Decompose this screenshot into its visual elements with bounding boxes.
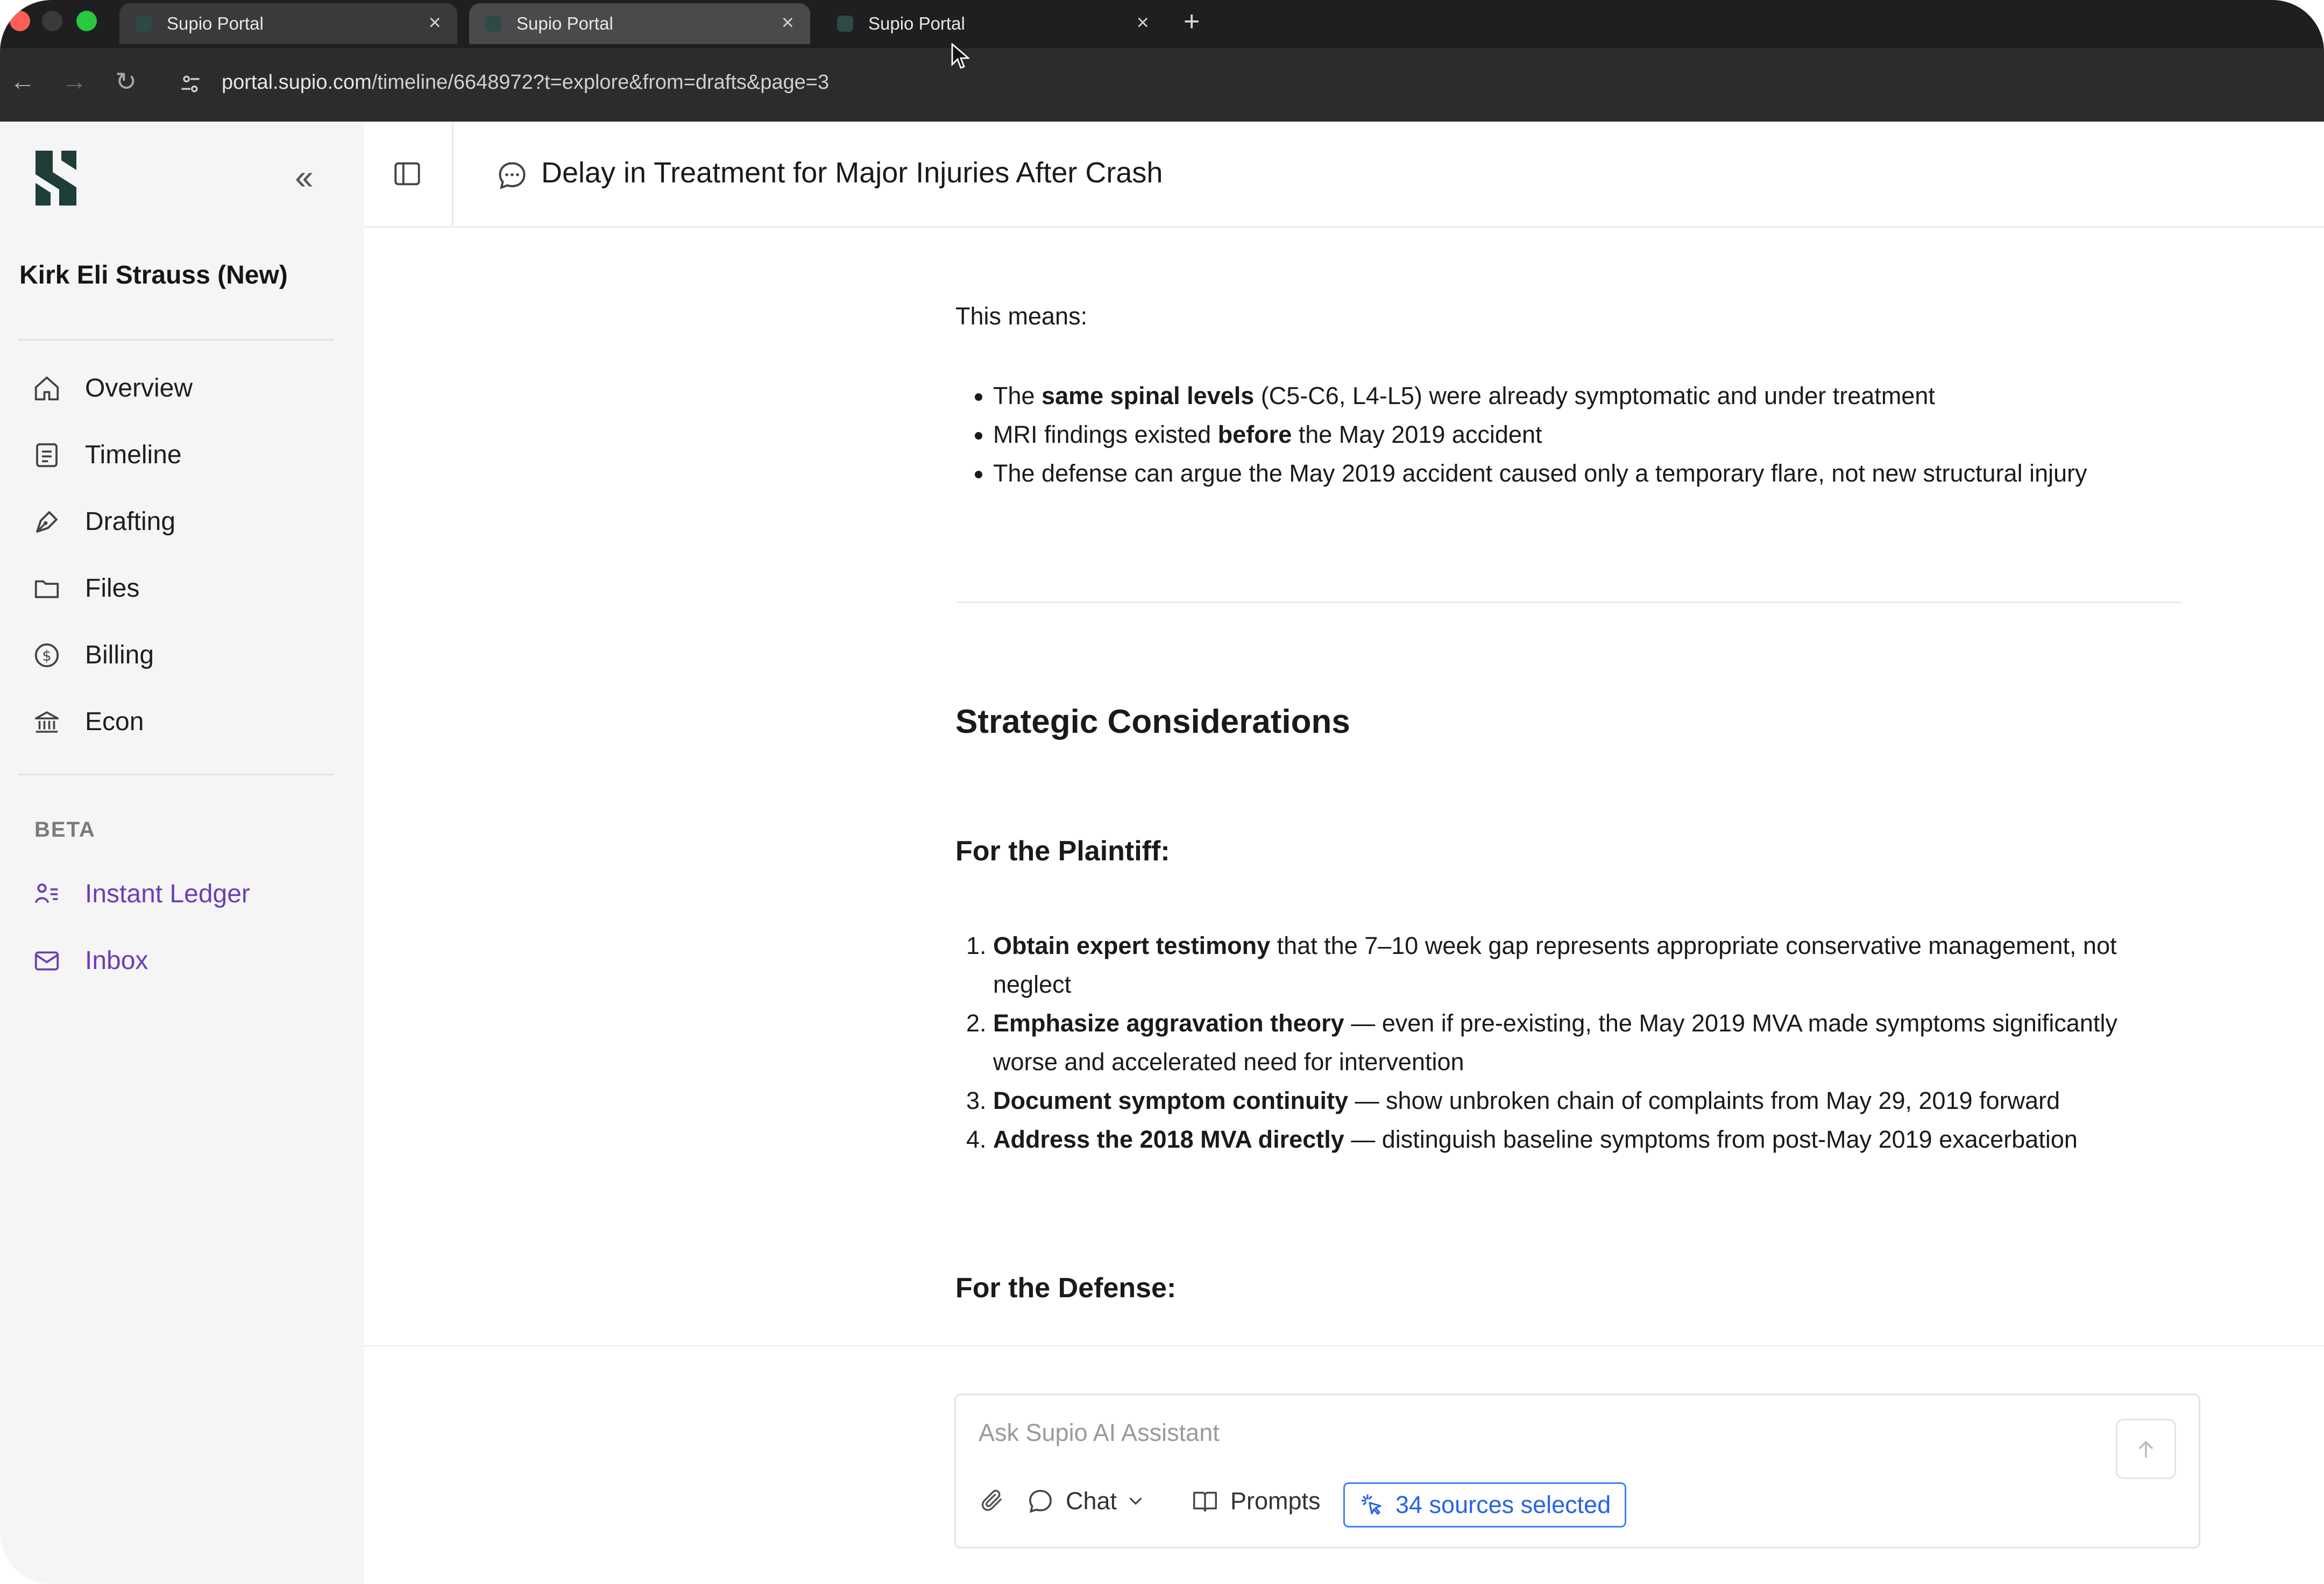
toggle-panel-icon[interactable] [392, 158, 423, 189]
text: — show unbroken chain of complaints from May 29, 2019 forward [1348, 1087, 2060, 1114]
sidebar-item-label: Timeline [85, 441, 182, 469]
bold-text: Address the 2018 MVA directly [993, 1126, 1344, 1153]
sidebar-item-drafting[interactable] [32, 507, 175, 536]
pen-nib-icon [32, 507, 61, 536]
text: The defense can argue the May 2019 accident caused only a temporary flare, not new structural injury [993, 459, 2087, 487]
text: (C5-C6, L4-L5) were already symptomatic and under treatment [1254, 382, 1935, 409]
attach-button[interactable] [979, 1487, 1017, 1515]
tab-label: Supio Portal [516, 13, 613, 33]
home-icon [32, 374, 61, 403]
text: — distinguish baseline symptoms from post-May 2019 exacerbation [1344, 1126, 2078, 1153]
sidebar-item-label: Instant Ledger [85, 880, 250, 908]
maximize-window-button[interactable] [76, 11, 97, 31]
sidebar-item-label: Drafting [85, 507, 176, 536]
paperclip-icon [979, 1487, 1007, 1515]
page-title: Delay in Treatment for Major Injuries After Crash [541, 157, 1163, 189]
close-tab-icon[interactable]: × [781, 11, 794, 34]
sidebar-item-label: Overview [85, 374, 193, 402]
list-item [993, 415, 2193, 454]
prompts-label: Prompts [1230, 1487, 1321, 1515]
beta-section-label: BETA [34, 818, 96, 841]
browser-tab-3[interactable] [821, 3, 1165, 44]
close-tab-icon[interactable]: × [428, 11, 441, 34]
user-name: Kirk Eli Strauss (New) [19, 261, 288, 289]
prompts-button[interactable] [1191, 1487, 1321, 1516]
header-separator [452, 122, 454, 226]
arrow-up-icon [2134, 1437, 2158, 1461]
forward-icon[interactable]: → [61, 67, 87, 96]
url-host: portal.supio.com [222, 71, 372, 94]
chat-mode-dropdown[interactable] [1026, 1487, 1146, 1516]
list-item [993, 454, 2193, 493]
supio-logo-icon[interactable] [29, 148, 83, 208]
list-item [993, 1120, 2182, 1159]
defense-heading: For the Defense: [955, 1272, 1177, 1304]
sidebar-item-overview[interactable] [32, 373, 193, 403]
bold-text: Obtain expert testimony [993, 932, 1271, 959]
bold-text: same spinal levels [1041, 382, 1255, 409]
list-icon [32, 441, 61, 470]
url-field[interactable] [222, 71, 829, 94]
mouse-cursor-icon [951, 43, 969, 71]
bullet-list [955, 377, 2193, 493]
numbered-list [955, 927, 2182, 1159]
list-item [993, 927, 2182, 1004]
send-button[interactable] [2116, 1419, 2176, 1479]
section-divider [955, 602, 2182, 603]
new-tab-button[interactable]: + [1184, 6, 1200, 37]
plaintiff-heading: For the Plaintiff: [955, 836, 1170, 867]
close-window-button[interactable] [10, 11, 30, 31]
text: that the 7–10 week gap represents appropriate conservative management, not neglect [993, 932, 2117, 998]
url-path: /timeline/6648972?t=explore&from=drafts&page=3 [371, 71, 830, 94]
assistant-input[interactable]: Ask Supio AI Assistant [979, 1419, 1220, 1446]
text: the May 2019 accident [1292, 421, 1542, 448]
assistant-composer [954, 1394, 2200, 1548]
chat-icon [1026, 1487, 1055, 1516]
bank-icon [32, 708, 61, 737]
text: The [993, 382, 1042, 409]
sidebar-item-inbox[interactable] [32, 946, 148, 975]
sidebar-item-label: Econ [85, 708, 144, 736]
cursor-click-icon [1359, 1492, 1385, 1518]
collapse-sidebar-icon[interactable]: ‹‹ [295, 158, 309, 196]
browser-tab-bar [0, 0, 2324, 48]
bold-text: Emphasize aggravation theory [993, 1009, 1344, 1037]
sidebar-divider [18, 774, 334, 775]
minimize-window-button[interactable] [42, 11, 62, 31]
chat-bubble-icon [496, 159, 528, 192]
reload-icon[interactable]: ↻ [115, 68, 137, 96]
sidebar-item-label: Inbox [85, 946, 148, 975]
tab-label: Supio Portal [167, 13, 264, 33]
mail-icon [32, 946, 61, 975]
plaintiff-list [955, 927, 2182, 1159]
chat-mode-label: Chat [1066, 1487, 1117, 1515]
text: MRI findings existed [993, 421, 1218, 448]
book-icon [1191, 1487, 1220, 1516]
sidebar-item-timeline[interactable] [32, 440, 182, 470]
sidebar-item-billing[interactable] [32, 640, 154, 670]
browser-tab-1[interactable] [119, 3, 457, 44]
back-icon[interactable]: ← [10, 67, 36, 96]
favicon-icon [485, 16, 501, 32]
page-header [364, 122, 2324, 228]
sidebar-item-files[interactable] [32, 574, 139, 603]
dollar-circle-icon [32, 641, 61, 670]
list-item [993, 377, 2193, 415]
composer-separator [364, 1345, 2324, 1347]
site-settings-icon[interactable] [179, 72, 202, 96]
response-content [955, 297, 2193, 493]
folder-icon [32, 574, 61, 603]
sidebar [0, 122, 364, 1584]
text: — even if pre-existing, the May 2019 MVA made symptoms significantly worse and accelerated need for intervention [993, 1009, 2117, 1076]
sidebar-item-instant-ledger[interactable] [32, 879, 250, 909]
favicon-icon [136, 16, 152, 32]
list-item [993, 1004, 2182, 1081]
favicon-icon [837, 16, 853, 32]
sidebar-divider [18, 339, 334, 341]
sidebar-item-econ[interactable] [32, 707, 144, 737]
bold-text: before [1217, 421, 1292, 448]
ledger-sparkle-icon [32, 880, 61, 909]
close-tab-icon[interactable]: × [1136, 11, 1149, 34]
tab-label: Supio Portal [868, 13, 965, 33]
bold-text: Document symptom continuity [993, 1087, 1349, 1114]
list-item [993, 1081, 2182, 1120]
chevron-down-icon [1125, 1491, 1146, 1511]
sources-label: 34 sources selected [1395, 1491, 1611, 1518]
sidebar-item-label: Billing [85, 641, 154, 669]
section-title: Strategic Considerations [955, 703, 1350, 740]
browser-tab-2[interactable] [469, 3, 810, 44]
sources-selected-button[interactable] [1343, 1482, 1626, 1528]
svg-text:$: $ [42, 647, 52, 664]
intro-text: This means: [955, 302, 1088, 330]
sidebar-item-label: Files [85, 574, 140, 603]
